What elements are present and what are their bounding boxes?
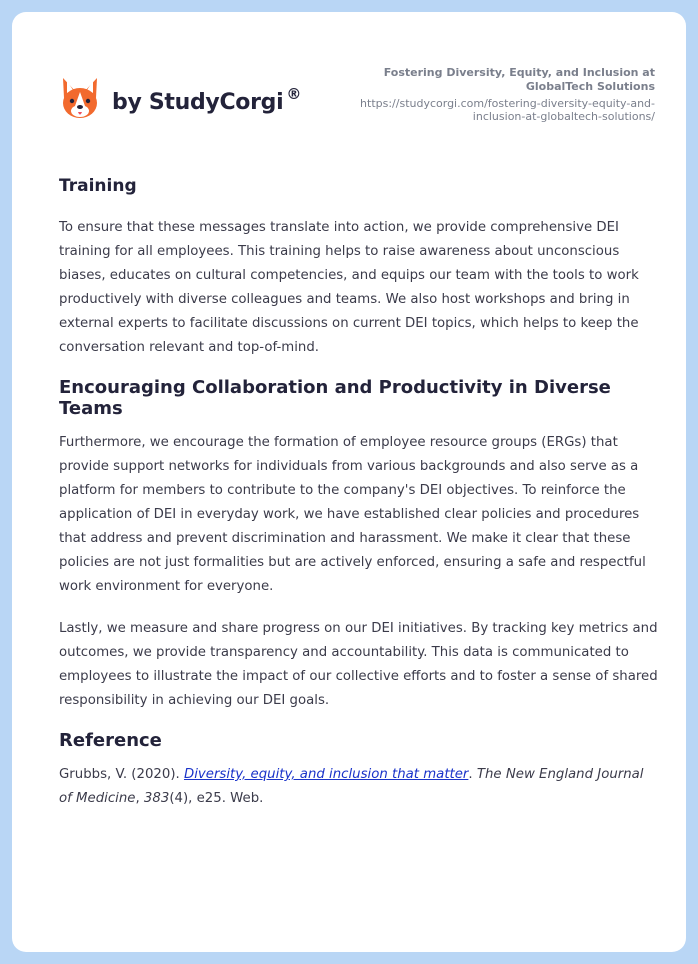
document-body: [59, 176, 659, 811]
corgi-icon: [60, 76, 100, 120]
paragraph-collaboration-2: Lastly, we measure and share progress on our DEI initiatives. By tracking key metrics and outcomes, we provide transparency and accountability. This data is communicated to employees to illustrate the impact of our collective efforts and to foster a sense of shared responsibility in achieving our DEI goals.: [59, 621, 658, 708]
page-header: [12, 12, 686, 152]
document-title: Fostering Diversity, Equity, and Inclusion at GlobalTech Solutions: [383, 66, 655, 93]
reference-journal: The New England Journal of Medicine: [59, 767, 644, 806]
brand-text: by StudyCorgi: [112, 90, 284, 115]
studycorgi-logo[interactable]: [60, 76, 301, 120]
heading-training: Training: [59, 176, 137, 196]
reference-issue-pages: (4), e25. Web.: [169, 791, 264, 806]
reference-entry: [59, 763, 659, 811]
document-url[interactable]: https://studycorgi.com/fostering-diversity-equity-and-inclusion-at-globaltech-solutions/: [360, 97, 655, 123]
reference-title-link[interactable]: Diversity, equity, and inclusion that matter: [183, 767, 469, 782]
paragraph-training: To ensure that these messages translate into action, we provide comprehensive DEI training for all employees. This training helps to raise awareness about unconscious biases, educates on cultural competencies, and equips our team with the tools to work productively with diverse colleagues and teams. We also host workshops and bring in external experts to facilitate discussions on current DEI topics, which helps to keep the conversation relevant and top-of-mind.: [59, 220, 639, 355]
heading-reference: Reference: [59, 730, 162, 751]
reference-period: .: [468, 767, 477, 782]
heading-collaboration: Encouraging Collaboration and Productivity in Diverse Teams: [59, 377, 611, 419]
paragraph-collaboration-1: Furthermore, we encourage the formation of employee resource groups (ERGs) that provide support networks for individuals from various backgrounds and also serve as a platform for members to contribute to the company's DEI objectives. To reinforce the application of DEI in everyday work, we have established clear policies and procedures that address and prevent discrimination and harassment. We make it clear that these policies are not just formalities but are actively enforced, ensuring a safe and respectful work environment for everyone.: [59, 435, 646, 594]
document-page: [12, 12, 686, 952]
registered-mark: ®: [286, 85, 302, 103]
brand-name: [112, 85, 301, 115]
document-meta: [315, 66, 655, 123]
reference-volume: 383: [143, 791, 170, 806]
reference-comma: ,: [135, 791, 144, 806]
reference-author: Grubbs, V. (2020).: [59, 767, 184, 782]
